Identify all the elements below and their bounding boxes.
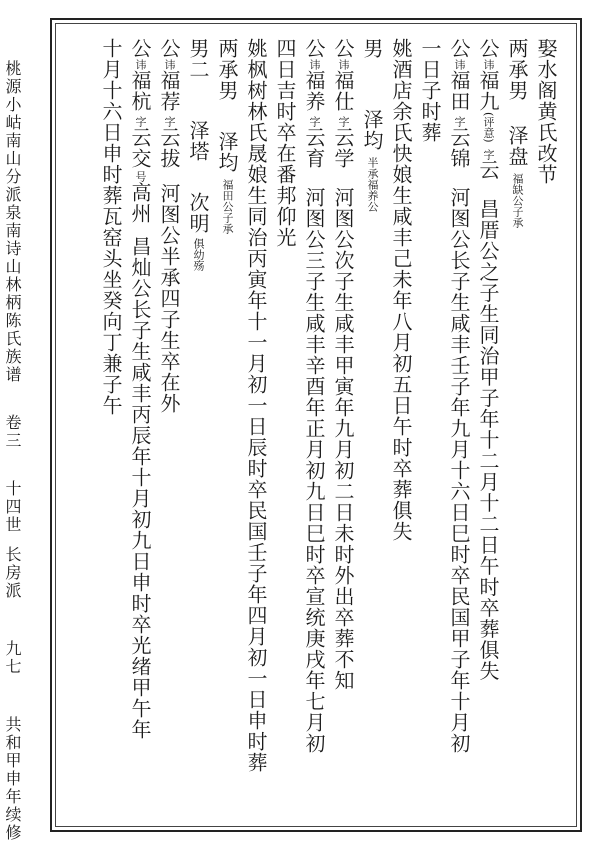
annotation: 俱幼殇 — [192, 238, 205, 271]
text-column-4 — [447, 38, 471, 754]
volume-label: 卷三 — [3, 414, 22, 450]
person-name: 福九 — [476, 70, 500, 112]
hui-label: 讳 — [337, 59, 350, 70]
courtesy-name: 云锦 — [447, 127, 471, 169]
person-name: 福杭 — [128, 70, 152, 112]
column-text: 一日子时葬 — [418, 38, 442, 143]
zi-label: 字 — [337, 116, 350, 127]
text-column-3 — [476, 38, 500, 682]
person-name: 福田 — [447, 70, 471, 112]
person-name: 福仕 — [331, 70, 355, 112]
honorific: 公 — [128, 38, 152, 59]
text-column-11 — [244, 38, 268, 773]
honorific: 公 — [157, 38, 181, 59]
hui-label: 讳 — [453, 59, 466, 70]
zi-label: 字 — [163, 116, 176, 127]
courtesy-name: 云育 — [302, 127, 326, 169]
text-column-12 — [215, 38, 239, 234]
text-column-7 — [360, 38, 384, 212]
person-name: 泽均 — [215, 131, 239, 173]
column-text: 娶水阁黄氏改节 — [534, 38, 558, 185]
courtesy-name: 云拔 — [157, 127, 181, 169]
text-column-16 — [99, 38, 123, 416]
text-column-15 — [128, 38, 152, 740]
column-text: 昌厝公之子生同治甲子年十二月十二日午时卒葬俱失 — [476, 198, 500, 682]
column-text: 两承男 — [505, 38, 529, 101]
margin-header — [2, 60, 22, 842]
page-number: 九七 — [3, 640, 22, 676]
column-text: 河图公长子生咸丰壬子年九月十六日巳时卒民国甲子年十月初 — [447, 187, 471, 754]
person-name: 次明 — [186, 192, 210, 234]
hui-label: 讳 — [134, 59, 147, 70]
annotation: (评意) — [482, 112, 495, 143]
column-text: 昌灿公长子生咸丰丙辰年十月初九日申时卒光绪甲午年 — [128, 236, 152, 740]
zi-label: 字 — [134, 116, 147, 127]
column-text: 姚酒店余氏快娘生咸丰己未年八月初五日午时卒葬俱失 — [389, 38, 413, 542]
honorific: 公 — [302, 38, 326, 59]
text-column-5 — [418, 38, 442, 143]
column-text: 十月十六日申时葬瓦窑头坐癸向丁兼子午 — [99, 38, 123, 416]
branch-label: 长房派 — [3, 546, 22, 600]
edition-label: 共和甲申年续修 — [3, 716, 22, 842]
generation-label: 十四世 — [3, 480, 22, 534]
courtesy-name: 云 — [476, 159, 500, 181]
text-column-8 — [331, 38, 355, 691]
text-column-2 — [505, 38, 529, 228]
text-column-1 — [534, 38, 558, 185]
person-name: 泽均 — [360, 109, 384, 151]
style-name: 高州 — [128, 182, 152, 224]
column-text: 四日吉时卒在番邦仰光 — [273, 38, 297, 248]
hui-label: 讳 — [308, 59, 321, 70]
zi-label: 字 — [453, 116, 466, 127]
person-name: 福养 — [302, 70, 326, 112]
text-column-13 — [186, 38, 210, 271]
annotation: 福田公子承 — [221, 179, 234, 234]
text-column-10 — [273, 38, 297, 248]
honorific: 公 — [331, 38, 355, 59]
annotation: 半承福养公 — [366, 157, 379, 212]
honorific: 公 — [476, 38, 500, 59]
person-name: 福荐 — [157, 70, 181, 112]
courtesy-name: 云学 — [331, 127, 355, 169]
honorific: 公 — [447, 38, 471, 59]
column-text: 男二 — [186, 38, 210, 80]
zi-label: 字 — [482, 148, 495, 160]
text-column-6 — [389, 38, 413, 542]
courtesy-name: 云交 — [128, 127, 152, 169]
hui-label: 讳 — [482, 59, 495, 70]
column-text: 姚枫树林氏晟娘生同治丙寅年十一月初一日辰时卒民国壬子年四月初一日申时葬 — [244, 38, 268, 773]
text-column-14 — [157, 38, 181, 414]
person-name: 泽盘 — [505, 125, 529, 167]
column-text: 河图公次子生咸丰甲寅年九月初二日未时外出卒葬不知 — [331, 187, 355, 691]
annotation: 福缺公子承 — [511, 173, 524, 228]
hao-label: 号 — [134, 171, 147, 182]
column-text: 河图公半承四子生卒在外 — [157, 183, 181, 414]
column-text: 两承男 — [215, 38, 239, 101]
book-title: 桃源小岵南山分派泉南诗山林柄陈氏族谱 — [3, 60, 22, 384]
hui-label: 讳 — [163, 59, 176, 70]
text-column-9 — [302, 38, 326, 754]
column-text: 男 — [360, 38, 384, 59]
zi-label: 字 — [308, 116, 321, 127]
column-text: 河图公三子生咸丰辛酉年正月初九日巳时卒宣统庚戌年七月初 — [302, 187, 326, 754]
person-name: 泽塔 — [186, 120, 210, 162]
